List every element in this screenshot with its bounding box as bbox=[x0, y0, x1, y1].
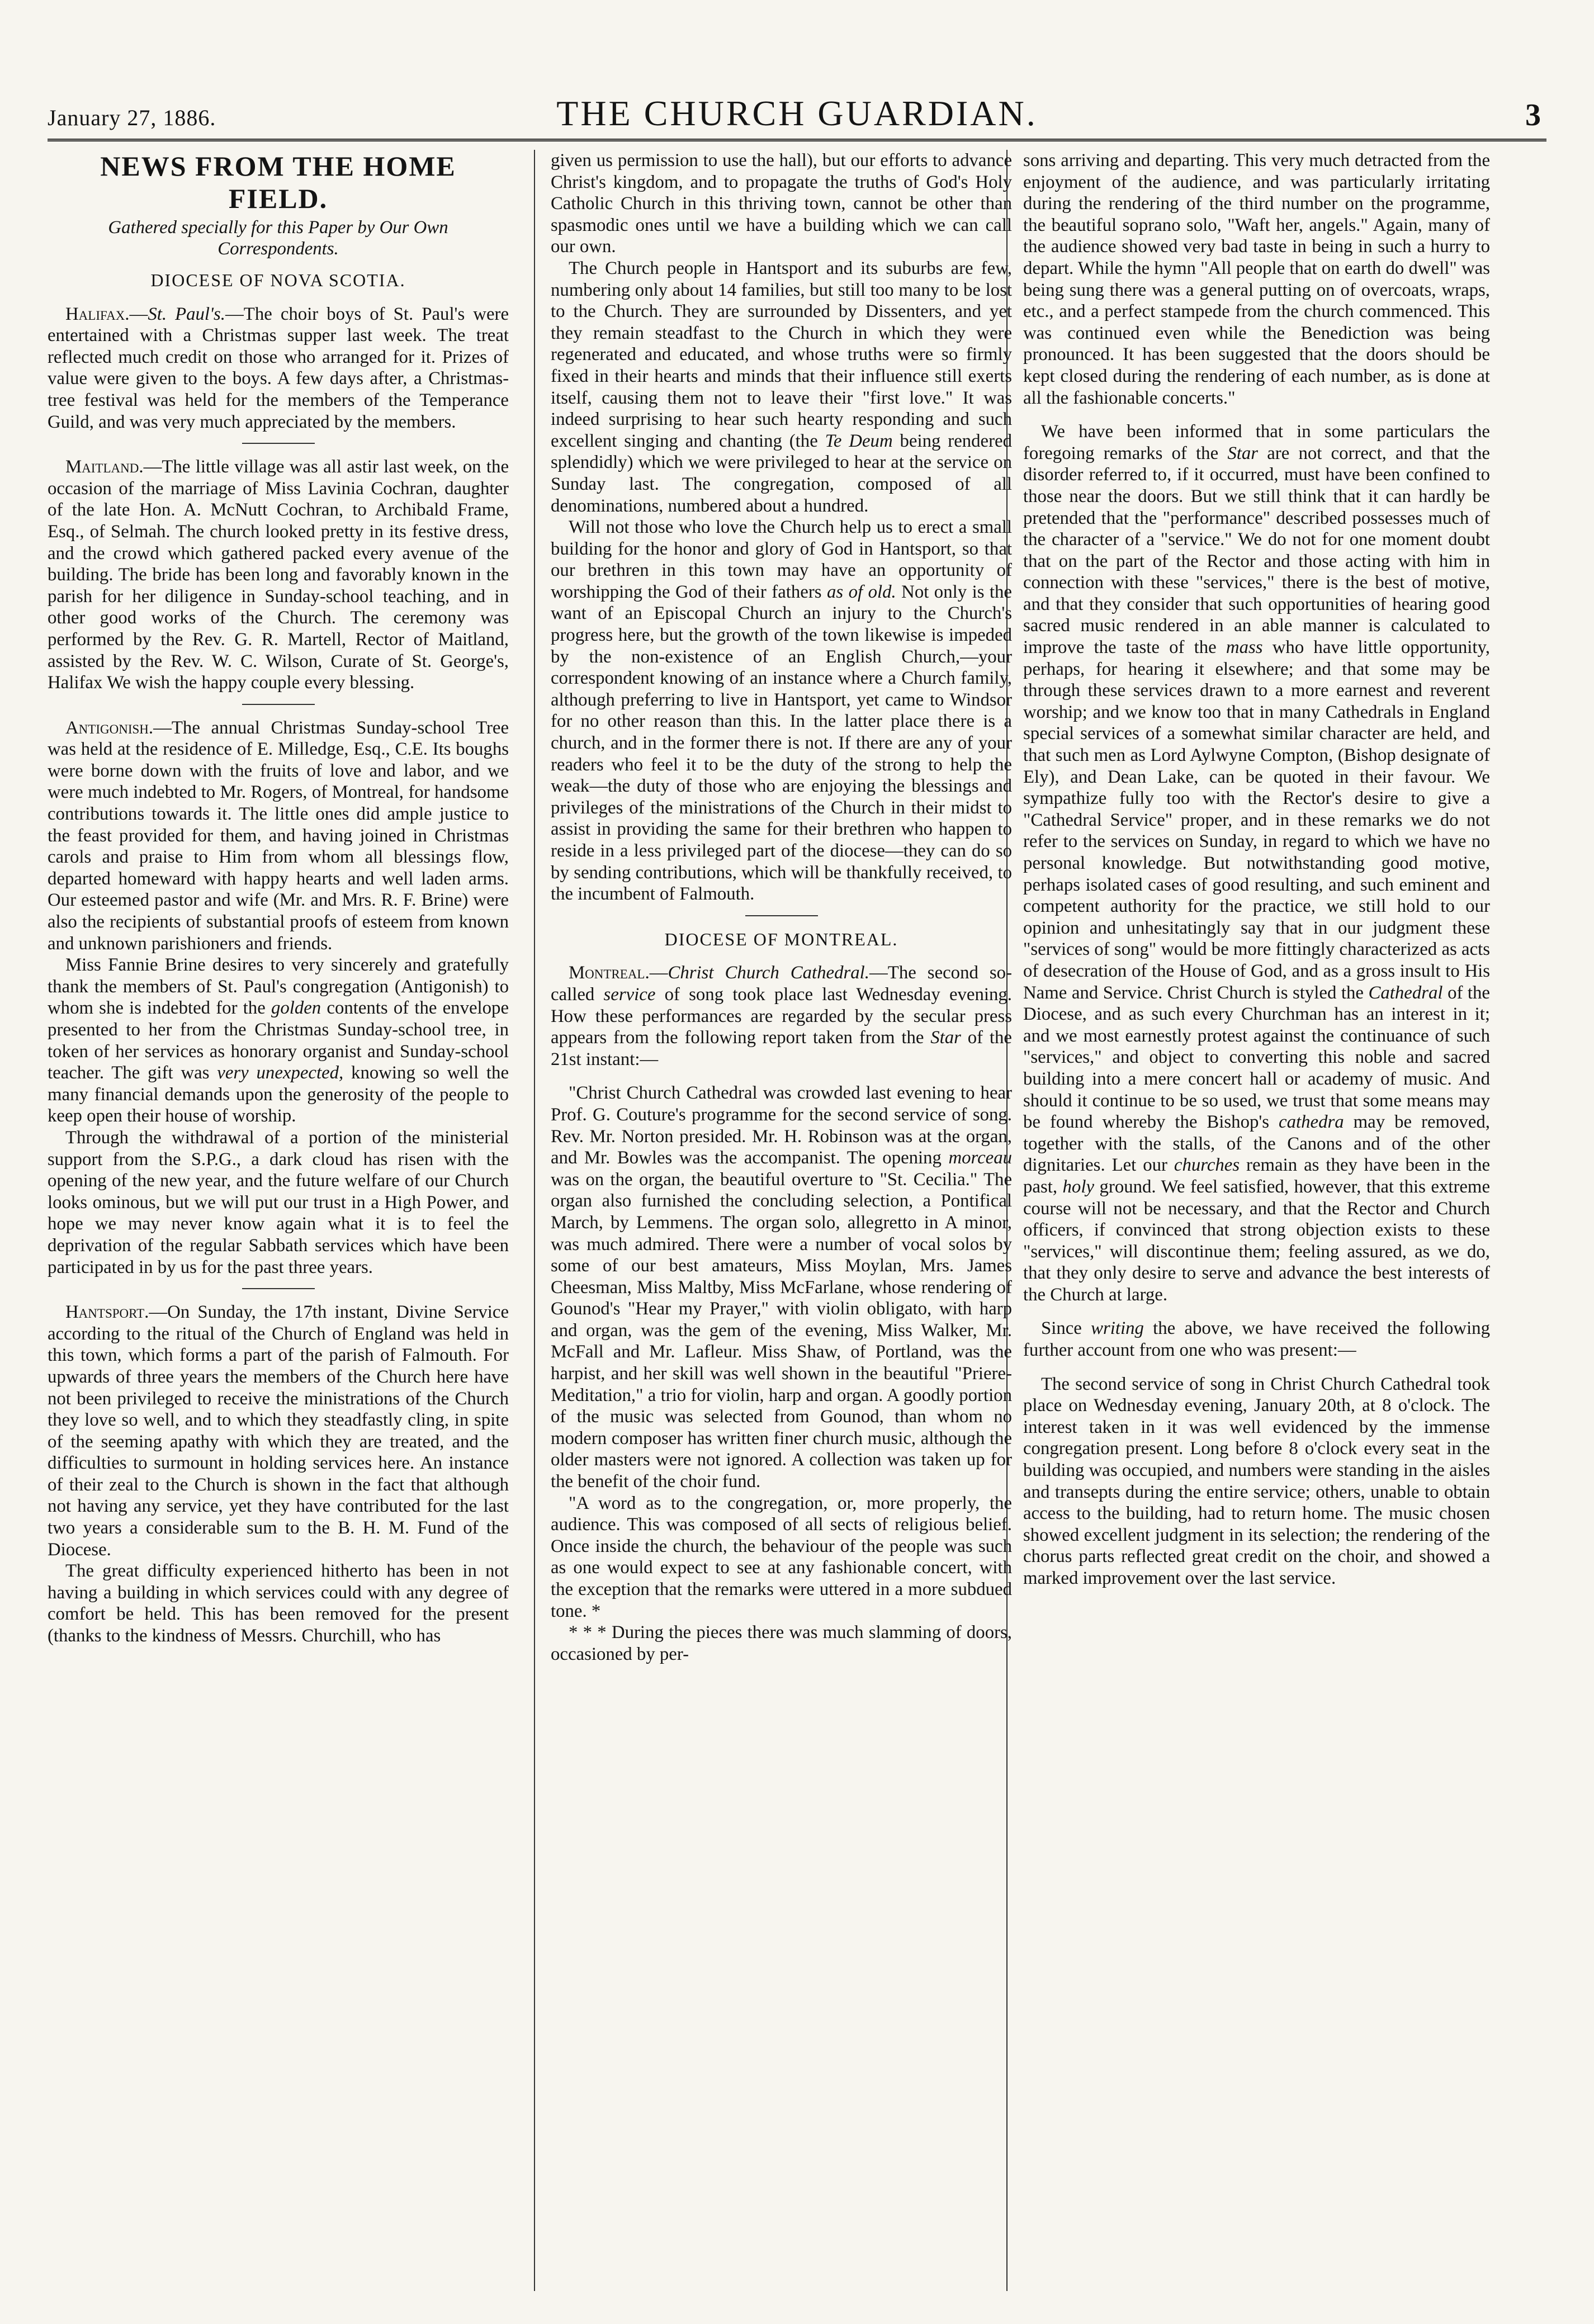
place-name: Montreal. bbox=[569, 963, 650, 983]
article-text: The choir boys of St. Paul's were entertained with a Christmas supper last week. The treat reflected much credit on those who arranged for it. Prizes of value were given to the boys. A few days after, a Christmas-tree festival was held for the members of the Temperance Guild, and was very much appreciated by the members. bbox=[48, 304, 509, 432]
place-name: Antigonish. bbox=[65, 717, 154, 738]
paragraph-appeal: Will not those who love the Church help us to erect a small building for the honor and glory of God in Hantsport, so that our brethren in this town may have an opportunity of worshipping the God of their fathers as of old. Not only is the want of an Episcopal Church an injury to the Church's progress here, but the growth of the town likewise is impeded by the non-existence of an English Church,—your correspondent knowing of an instance where a Church family, although preferring to live in Hantsport, yet came to Windsor for no other reason than this. In the latter place there is a church, and in the former there is not. If there are any of your readers who feel it to be the duty of the strong to help the weak—the duty of those who are enjoying the blessings and privileges of the ministrations of the Church in their midst to assist in providing the same for their brethren who happen to reside in a less privileged part of the diocese—they can do so by sending contributions, which will be thankfully received, to the incumbent of Falmouth. bbox=[551, 517, 1012, 905]
page-number: 3 bbox=[1525, 98, 1541, 132]
masthead bbox=[48, 78, 1546, 141]
article-antigonish: Antigonish.—The annual Christmas Sunday-school Tree was held at the residence of E. Milledge, Esq., C.E. Its boughs were borne down with the fruits of love and labor, and we were much indebted to Mr. Rogers, of Montreal, for handsome contributions towards it. The little ones did ample justice to the feast provided for them, and having joined in Christmas carols and praise to Him from whom all blessings flow, departed homeward with happy hearts and well laden arms. Our esteemed pastor and wife (Mr. and Mrs. R. F. Brine) were also the recipients of substantial proofs of esteem from known and unknown parishioners and friends. bbox=[48, 717, 509, 954]
column-3 bbox=[1023, 150, 1490, 2288]
parish-name: Christ Church Cathedral. bbox=[668, 963, 869, 983]
paragraph-brine: Miss Fannie Brine desires to very sincerely and gratefully thank the members of St. Paul's congregation (Antigonish) to whom she is indebted for the golden contents of the envelope presented to her from the Christmas Sunday-school tree, in token of her services as honorary organist and Sunday-school teacher. The gift was very unexpected, knowing so well the many financial demands upon the generosity of the people to keep open their house of worship. bbox=[48, 955, 509, 1126]
article-text: The annual Christmas Sunday-school Tree was held at the residence of E. Milledge, Esq., C.E. Its boughs were borne down with the fruits of love and labor, and we were much indebted to Mr. Rogers, of Montreal, for handsome contributions towards it. The little ones did ample justice to the feast provided for them, and having joined in Christmas carols and praise to Him from whom all blessings flow, departed homeward with happy hearts and well laden arms. Our esteemed pastor and wife (Mr. and Mrs. R. F. Brine) were also the recipients of substantial proofs of esteem from known and unknown parishioners and friends. bbox=[48, 717, 509, 954]
article-text: The little village was all astir last week, on the occasion of the marriage of Miss Lavinia Cochran, daughter of the late Hon. A. McNutt Cochran, to Archibald Frame, Esq., of Selmah. The church looked pretty in its festive dress, and the crowd which gathered packed every avenue of the building. The bride has been long and favorably known in the parish for her diligence in Sunday-school teaching, and in other good works of the Church. The ceremony was performed by the Rev. G. R. Martell, Rector of Maitland, assisted by the Rev. W. C. Wilson, Curate of St. George's, Halifax We wish the happy couple every blessing. bbox=[48, 457, 509, 693]
paragraph-continuation: sons arriving and departing. This very much detracted from the enjoyment of the audience, and was particularly irritating during the rendering of the third number on the programme, the beautiful soprano solo, "Waft her, angels." Again, many of the audience showed very bad taste in being in such a hurry to depart. While the hymn "All people that on earth do dwell" was being sung there was a general putting on of overcoats, wraps, etc., and a perfect stampede from the church commenced. This was continued even while the Benediction was being pronounced. It has been suggested that the doors should be kept closed during the rendering of each number, as is done at all the fashionable concerts." bbox=[1023, 150, 1490, 408]
quoted-report: "Christ Church Cathedral was crowded last evening to hear Prof. G. Couture's programme for the second service of song. Rev. Mr. Norton presided. Mr. H. Robinson was at the organ, and Mr. Bowles was the accompanist. The opening morceau was on the organ, the beautiful overture to "St. Cecilia." The organ also furnished the concluding selection, a Pontifical March, by Lemmens. The organ solo, allegretto in A minor, was much admired. There were a number of vocal solos by some of our best amateurs, Miss Moylan, Mrs. James Cheesman, Miss Maltby, Miss McFarlane, whose rendering of Gounod's "Hear my Prayer," with violin obligato, with harp and organ, was the gem of the evening, Miss Walker, Mr. McFall and Mr. Lafleur. Miss Shaw, of Portland, was the harpist, and her skill was well shown in the beautiful "Priere-Meditation," a trio for violin, harp and organ. A goodly portion of the music was selected from Gounod, than whom no modern composer has written finer church music, although the older masters were not ignored. A collection was taken up for the benefit of the choir fund. bbox=[551, 1083, 1012, 1492]
parish-name: St. Paul's. bbox=[148, 304, 225, 324]
divider bbox=[745, 915, 818, 916]
editorial-comment: We have been informed that in some particulars the foregoing remarks of the Star are not correct, and that the disorder referred to, if it occurred, must have been confined to those near the doors. But we still think that it can hardly be pretended that the "performance" described possesses much of the character of a "service." We do not for one moment doubt that on the part of the Rector and those acting with him in connection with these "services," there is the best of motive, and that they consider that such opportunities of hearing good sacred music rendered in an able manner is calculated to improve the taste of the mass who have little opportunity, perhaps, for hearing it elsewhere; and that some may be through these services drawn to a more earnest and reverent worship; and we know too that in many Cathedrals in England special services of a somewhat similar character are held, and that such men as Lord Aylwyne Compton, (Bishop designate of Ely), and Dean Lake, can be quoted in their favour. We sympathize fully too with the Rector's desire to give a "Cathedral Service" proper, and in these remarks we do not refer to the services on Sunday, in regard to which we have no personal knowledge. But notwithstanding good motive, perhaps isolated cases of good resulting, and such eminent and competent authority for the practice, we still hold to our opinion and unhesitatingly say that in our judgment these "services of song" would be more fittingly characterized as acts of desecration of the House of God, and as a gross insult to His Name and Service. Christ Church is styled the Cathedral of the Diocese, and as such every Churchman has an interest in it; and we most earnestly protest against the continuance of such "services," and object to converting this noble and sacred building into a mere concert hall or academy of music. And should it continue to be so used, we trust that some means may be found whereby the Bishop's cathedra may be removed, together with the stalls, of the Canons and of the other dignitaries. Let our churches remain as they have been in the past, holy ground. We feel satisfied, however, that this extreme course will not be necessary, and that the Rector and Church officers, if convinced that strong objection exists to these "services," will discontinue them; feeling assured, as we do, that they only desire to serve and advance the best interests of the Church at large. bbox=[1023, 422, 1490, 1305]
divider bbox=[242, 1288, 315, 1289]
article-montreal: Montreal.—Christ Church Cathedral.—The second so-called service of song took place last Wednesday evening. How these performances are regarded by the secular press appears from the following report taken from the Star of the 21st instant:— bbox=[551, 963, 1012, 1069]
article-hantsport: Hantsport.—On Sunday, the 17th instant, Divine Service according to the ritual of the Church of England was held in this town, which forms a part of the parish of Falmouth. For upwards of three years the members of the Church here have not been privileged to receive the ministrations of the Church they love so well, and to which they steadfastly cling, in spite of the seeming apathy with which they are treated, and the difficulties to surmount in holding services here. An instance of their zeal to the Church is shown in the fact that although not having any service, yet they have contributed for the last two years a considerable sum to the B. H. M. Fund of the Diocese. bbox=[48, 1302, 509, 1560]
paragraph-difficulty: The great difficulty experienced hitherto has been in not having a building in which services could with any degree of comfort be held. This has been removed for the present (thanks to the kindness of Messrs. Churchill, who has bbox=[48, 1561, 509, 1646]
paragraph-church-people: The Church people in Hantsport and its suburbs are few, numbering only about 14 families, but still too many to be lost to the Church. They are surrounded by Dissenters, and yet they remain steadfast to the Church in which they were regenerated and educated, and whose truths were so firmly fixed in their hearts and minds that their influence still exerts itself, causing them not to leave their "first love." It was indeed surprising to hear such hearty responding and such excellent singing and chanting (the Te Deum being rendered splendidly) which we were privileged to hear at the service on Sunday last. The congregation, composed of all denominations, numbered about a hundred. bbox=[551, 258, 1012, 516]
section-headline: NEWS FROM THE HOME FIELD. bbox=[100, 150, 456, 214]
place-name: Halifax. bbox=[65, 304, 130, 324]
article-halifax: Halifax.—St. Paul's.—The choir boys of St. Paul's were entertained with a Christmas supper last week. The treat reflected much credit on those who arranged for it. Prizes of value were given to the boys. A few days after, a Christmas-tree festival was held for the members of the Temperance Guild, and was very much appreciated by the members. bbox=[48, 304, 509, 432]
place-name: Maitland. bbox=[65, 457, 144, 477]
column-1 bbox=[48, 150, 509, 2288]
divider bbox=[242, 443, 315, 444]
paragraph-continuation: given us permission to use the hall), but our efforts to advance Christ's kingdom, and to propagate the truths of God's Holy Catholic Church in this thriving town, cannot be other than spasmodic ones until we have a building which we can call our own. bbox=[551, 150, 1012, 257]
paragraph-spg: Through the withdrawal of a portion of the ministerial support from the S.P.G., a dark cloud has risen with the opening of the new year, and the future welfare of our Church looks ominous, but we will put our trust in a High Power, and hope we may never know again what it is to feel the deprivation of the regular Sabbath services which have been participated in by us for the past three years. bbox=[48, 1127, 509, 1277]
column-rule-1 bbox=[534, 150, 535, 2291]
newspaper-title: THE CHURCH GUARDIAN. bbox=[556, 93, 1038, 133]
quoted-report-congregation: "A word as to the congregation, or, more properly, the audience. This was composed of all sects of religious belief. Once inside the church, the behaviour of the people was such as one would expect to see at any fashionable concert, with the exception that the remarks were uttered in a more subdued tone. * bbox=[551, 1493, 1012, 1621]
quoted-report-doors: * * * During the pieces there was much slamming of doors, occasioned by per- bbox=[551, 1622, 1012, 1664]
paragraph-second-service: The second service of song in Christ Church Cathedral took place on Wednesday evening, January 20th, at 8 o'clock. The interest taken in it was well evidenced by the immense congregation present. Long before 8 o'clock every seat in the building was occupied, and numbers were standing in the aisles and transepts during the entire service; others, unable to obtain access to the building, had to return home. The music chosen showed excellent judgment in its selection; the rendering of the chorus parts reflected great credit on the choir, and showed a marked improvement over the last service. bbox=[1023, 1374, 1490, 1588]
issue-date: January 27, 1886. bbox=[48, 105, 216, 130]
paragraph-since-writing: Since writing the above, we have received the following further account from one who was present:— bbox=[1023, 1318, 1490, 1361]
diocese-heading-montreal: DIOCESE OF MONTREAL. bbox=[664, 929, 898, 949]
diocese-heading-nova-scotia: DIOCESE OF NOVA SCOTIA. bbox=[150, 270, 406, 290]
article-maitland: Maitland.—The little village was all astir last week, on the occasion of the marriage of Miss Lavinia Cochran, daughter of the late Hon. A. McNutt Cochran, to Archibald Frame, Esq., of Selmah. The church looked pretty in its festive dress, and the crowd which gathered packed every avenue of the building. The bride has been long and favorably known in the parish for her diligence in Sunday-school teaching, and in other good works of the Church. The ceremony was performed by the Rev. G. R. Martell, Rector of Maitland, assisted by the Rev. W. C. Wilson, Curate of St. George's, Halifax We wish the happy couple every blessing. bbox=[48, 457, 509, 693]
column-2 bbox=[551, 150, 1012, 2288]
place-name: Hantsport. bbox=[65, 1302, 149, 1323]
section-subhead: Gathered specially for this Paper by Our Own Correspondents. bbox=[108, 217, 448, 259]
divider bbox=[242, 704, 315, 705]
article-text: On Sunday, the 17th instant, Divine Service according to the ritual of the Church of England was held in this town, which forms a part of the parish of Falmouth. For upwards of three years the members of the Church here have not been privileged to receive the ministrations of the Church they love so well, and to which they steadfastly cling, in spite of the seeming apathy with which they are treated, and the difficulties to surmount in holding services here. An instance of their zeal to the Church is shown in the fact that although not having any service, yet they have contributed for the last two years a considerable sum to the B. H. M. Fund of the Diocese. bbox=[48, 1302, 509, 1560]
